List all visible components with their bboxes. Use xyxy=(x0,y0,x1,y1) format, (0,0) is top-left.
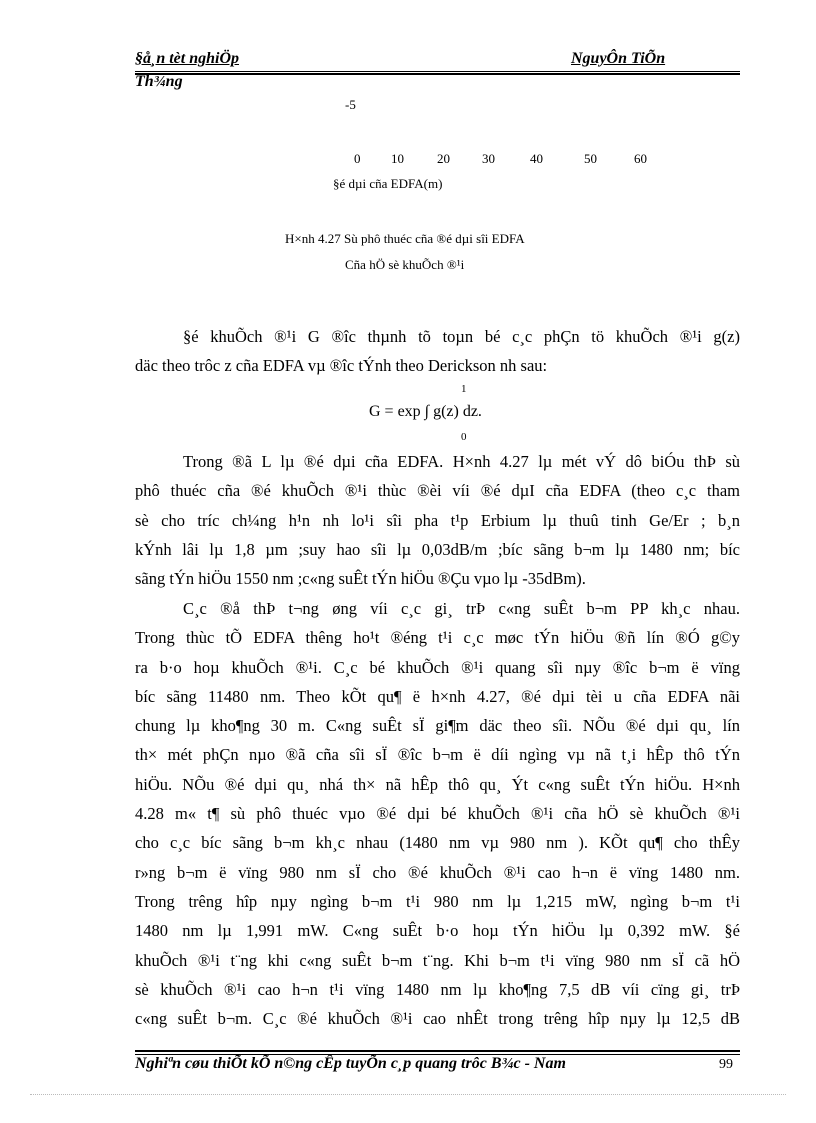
paragraph-1 xyxy=(135,322,740,381)
figure-caption-line-2: Cña hÖ sè khuÕch ®¹i xyxy=(345,257,465,272)
text-line: cho c¸c bíc sãng b¬m kh¸c nhau (1480 nm vµ 980 nm ). KÕt qu¶ cho thÊy xyxy=(135,833,740,853)
text-line: Trong thùc tÕ EDFA thêng ho¹t ®éng t¹i c¸c møc tÝn hiÖu ®ñ lín ®Ó g©y xyxy=(135,628,740,648)
x-tick-label: 10 xyxy=(391,151,404,166)
integral-lower-limit: 0 xyxy=(461,431,467,443)
footer-rule-thick xyxy=(135,1050,740,1052)
text-line: §é khuÕch ®¹i G ®îc thµnh tõ toµn bé c¸c phÇn tö khuÕch ®¹i g(z) xyxy=(183,327,740,346)
text-line: kÝnh lâi lµ 1,8 µm ;suy hao sîi lµ 0,03dB/m ;bíc sãng b¬m lµ 1480 nm; bíc xyxy=(135,539,740,559)
text-line: th× mét phÇn nµo ®ã cña sîi sÏ ®îc b¬m ë díi ngìng vµ nã t¸i hÊp thô tÝn xyxy=(135,745,740,765)
gain-formula: G = exp ∫ g(z) dz. xyxy=(369,403,482,420)
text-line: Trong ®ã L lµ ®é dµi cña EDFA. H×nh 4.27 lµ mét vÝ dô biÓu thÞ sù xyxy=(183,452,740,471)
text-line: sè cho tríc ch¼ng h¹n nh lo¹i sîi pha t¹p Erbium lµ thuû tinh Ge/Er ; b¸n xyxy=(135,510,740,530)
text-line: chung lµ kho¶ng 30 m. C«ng suÊt sÏ gi¶m däc theo sîi. NÕu ®é dµi qu¸ lín xyxy=(135,716,740,736)
text-line: r»ng b¬m ë vïng 980 nm sÏ cho ®é khuÕch ®¹i cao h¬n ë vïng 1480 nm. xyxy=(135,862,740,882)
footer-title: Nghiªn cøu thiÕt kÕ n©ng cÊp tuyÕn c¸p quang trôc B¾c - Nam xyxy=(135,1055,566,1072)
x-tick-label: 60 xyxy=(634,151,647,166)
page-edge-divider xyxy=(30,1094,786,1095)
text-line: C¸c ®å thÞ t¬ng øng víi c¸c gi¸ trÞ c«ng suÊt b¬m PP kh¸c nhau. xyxy=(183,599,740,618)
x-tick-label: 50 xyxy=(584,151,597,166)
paragraph-2 xyxy=(135,447,740,593)
text-line: ra b·o hoµ khuÕch ®¹i. C¸c bé khuÕch ®¹i quang sîi nµy ®îc b¬m ë vïng xyxy=(135,657,740,677)
x-axis-label: §é dµi cña EDFA(m) xyxy=(333,176,443,191)
header-rule-thin xyxy=(135,71,740,72)
text-line: c«ng suÊt b¬m. C¸c ®é khuÕch ®¹i cao nhÊt trong trêng hîp nµy lµ 12,5 dB xyxy=(135,1009,740,1029)
figure-caption-line-1: H×nh 4.27 Sù phô thuéc cña ®é dµi sîi EDFA xyxy=(285,231,525,246)
x-tick-label: 30 xyxy=(482,151,495,166)
text-line: Trong trêng hîp nµy ngìng b¬m t¹i 980 nm lµ 1,215 mW, ngìng b¬m t¹i xyxy=(135,891,740,911)
integral-upper-limit: 1 xyxy=(461,383,467,395)
y-axis-tick-label: -5 xyxy=(345,97,356,112)
text-line: däc theo trôc z cña EDFA vµ ®îc tÝnh theo Derickson nh sau: xyxy=(135,356,548,376)
header-rule-thick xyxy=(135,73,740,75)
x-tick-label: 20 xyxy=(437,151,450,166)
page-number: 99 xyxy=(719,1057,733,1072)
text-line: 1480 nm lµ 1,991 mW. C«ng suÊt b·o hoµ tÝn hiÖu lµ 0,392 mW. §é xyxy=(135,921,740,941)
text-line: khuÕch ®¹i t¨ng khi c«ng suÊt b¬m t¨ng. Khi b¬m t¹i vïng 980 nm sÏ cã hÖ xyxy=(135,950,740,970)
paragraph-3 xyxy=(135,594,740,1033)
x-tick-label: 0 xyxy=(354,151,361,166)
text-line: sè khuÕch ®¹i cao h¬n t¹i vïng 1480 nm lµ kho¶ng 7,5 dB víi cïng gi¸ trÞ xyxy=(135,979,740,999)
header-title: §å¸n tèt nghiÖp xyxy=(135,50,240,67)
x-tick-label: 40 xyxy=(530,151,543,166)
text-line: 4.28 m« t¶ sù phô thuéc vµo ®é dµi bé khuÕch ®¹i cña hÖ sè khuÕch ®¹i xyxy=(135,804,740,824)
text-line: phô thuéc cña ®é khuÕch ®¹i thùc ®èi víi ®é dµI cña EDFA (theo c¸c tham xyxy=(135,481,740,501)
text-line: bíc sãng 11480 nm. Theo kÕt qu¶ ë h×nh 4.27, ®é dµi tèi u cña EDFA nãi xyxy=(135,686,740,706)
header-author-continuation: Th¾ng xyxy=(135,73,183,90)
header-author: NguyÔn TiÕn xyxy=(571,50,666,67)
text-line: hiÖu. NÕu ®é dµi qu¸ nhá th× nã hÊp thô qu¸ Ýt c«ng suÊt tÝn hiÖu. H×nh xyxy=(135,774,740,794)
text-line: sãng tÝn hiÖu 1550 nm ;c«ng suÊt tÝn hiÖu ®Çu vµo lµ -35dBm). xyxy=(135,569,586,589)
